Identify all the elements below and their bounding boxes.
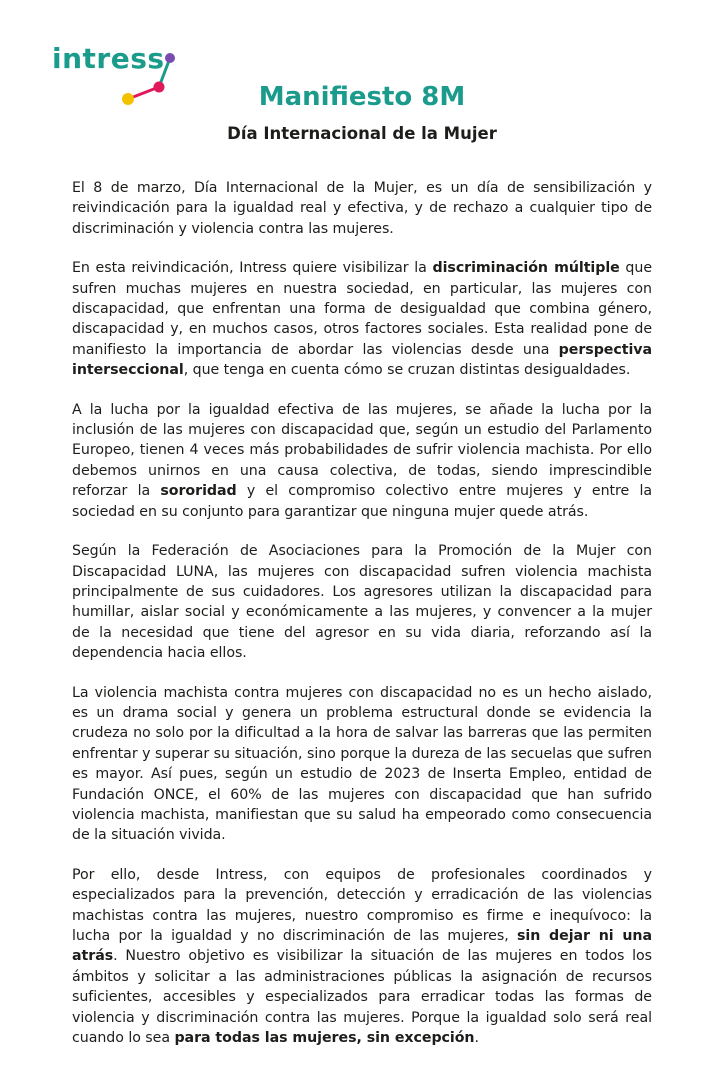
emphasis-text: sin dejar ni una atrás xyxy=(72,928,652,965)
paragraph-2 xyxy=(72,258,652,380)
paragraph-text: . xyxy=(474,1030,479,1047)
paragraph-text: En esta reivindicación, Intress quiere visibilizar la xyxy=(72,260,433,277)
emphasis-text: para todas las mujeres, sin excepción xyxy=(174,1030,475,1047)
emphasis-text: discriminación múltiple xyxy=(432,260,620,277)
paragraph-3 xyxy=(72,400,652,522)
paragraph-text: y el compromiso colectivo entre mujeres y entre la sociedad en su conjunto para garantizar que ninguna mujer quede atrás. xyxy=(72,483,652,520)
page-subtitle: Día Internacional de la Mujer xyxy=(227,124,497,143)
page-title: Manifiesto 8M xyxy=(258,82,466,112)
paragraph-1 xyxy=(72,178,652,239)
paragraph-text: Por ello, desde Intress, con equipos de profesionales coordinados y especializados para la prevención, detección y erradicación de las violencias machistas contra las mujeres, nuestro compromiso es firme e inequívoco: la lucha por la igualdad y no discriminación de las mujeres, xyxy=(72,866,652,944)
logo-dot-purple xyxy=(165,53,175,63)
paragraph-text: El 8 de marzo, Día Internacional de la Mujer, es un día de sensibilización y reivindicación para la igualdad real y efectiva, y de rechazo a cualquier tipo de discriminación y violencia contra las mujeres. xyxy=(72,180,652,237)
paragraph-text: Según la Federación de Asociaciones para la Promoción de la Mujer con Discapacidad LUNA, las mujeres con discapacidad sufren violencia machista principalmente de sus cuidadores. Los agresores utilizan la discapacidad para humillar, aislar social y económicamente a las mujeres, y convencer a la mujer de la necesidad que tiene del agresor en su vida diaria, reforzando así la dependencia hacia ellos. xyxy=(72,543,652,662)
manifesto-body xyxy=(72,178,652,1067)
paragraph-text: que sufren muchas mujeres en nuestra sociedad, en particular, las mujeres con discapacidad, que enfrentan una forma de desigualdad que combina género, discapacidad y, en muchos casos, otros factores sociales. Esta realidad pone de manifiesto la importancia de abordar las violencias desde una xyxy=(72,260,652,358)
emphasis-text: sororidad xyxy=(160,483,237,500)
paragraph-text: La violencia machista contra mujeres con discapacidad no es un hecho aislado, es un drama social y genera un problema estructural donde se evidencia la crudeza no solo por la dificultad a la hora de salvar las barreras que las permiten enfrentar y superar su situación, sino porque la dureza de las secuelas que sufren es mayor. Así pues, según un estudio de 2023 de Inserta Empleo, entidad de Fundación ONCE, el 60% de las mujeres con discapacidad que han sufrido violencia machista, manifiestan que su salud ha empeorado como consecuencia de la situación vivida. xyxy=(72,684,652,844)
paragraph-6 xyxy=(72,865,652,1049)
paragraph-text: , que tenga en cuenta cómo se cruzan distintas desigualdades. xyxy=(183,362,631,379)
paragraph-4 xyxy=(72,541,652,663)
emphasis-text: perspectiva interseccional xyxy=(72,341,652,379)
logo-wordmark: intress xyxy=(52,42,165,75)
paragraph-text: . Nuestro objetivo es visibilizar la situación de las mujeres en todos los ámbitos y solicitar a las administraciones públicas la asignación de recursos suficientes, accesibles y especializados para erradicar todas las formas de violencia y discriminación contra las mujeres. Porque la igualdad solo será real cuando lo sea xyxy=(72,948,652,1047)
paragraph-5 xyxy=(72,683,652,846)
paragraph-text: A la lucha por la igualdad efectiva de las mujeres, se añade la lucha por la inclusión de las mujeres con discapacidad que, según un estudio del Parlamento Europeo, tienen 4 veces más probabilidades de sufrir violencia machista. Por ello debemos unirnos en una causa colectiva, de todas, siendo imprescindible reforzar la xyxy=(72,401,652,500)
